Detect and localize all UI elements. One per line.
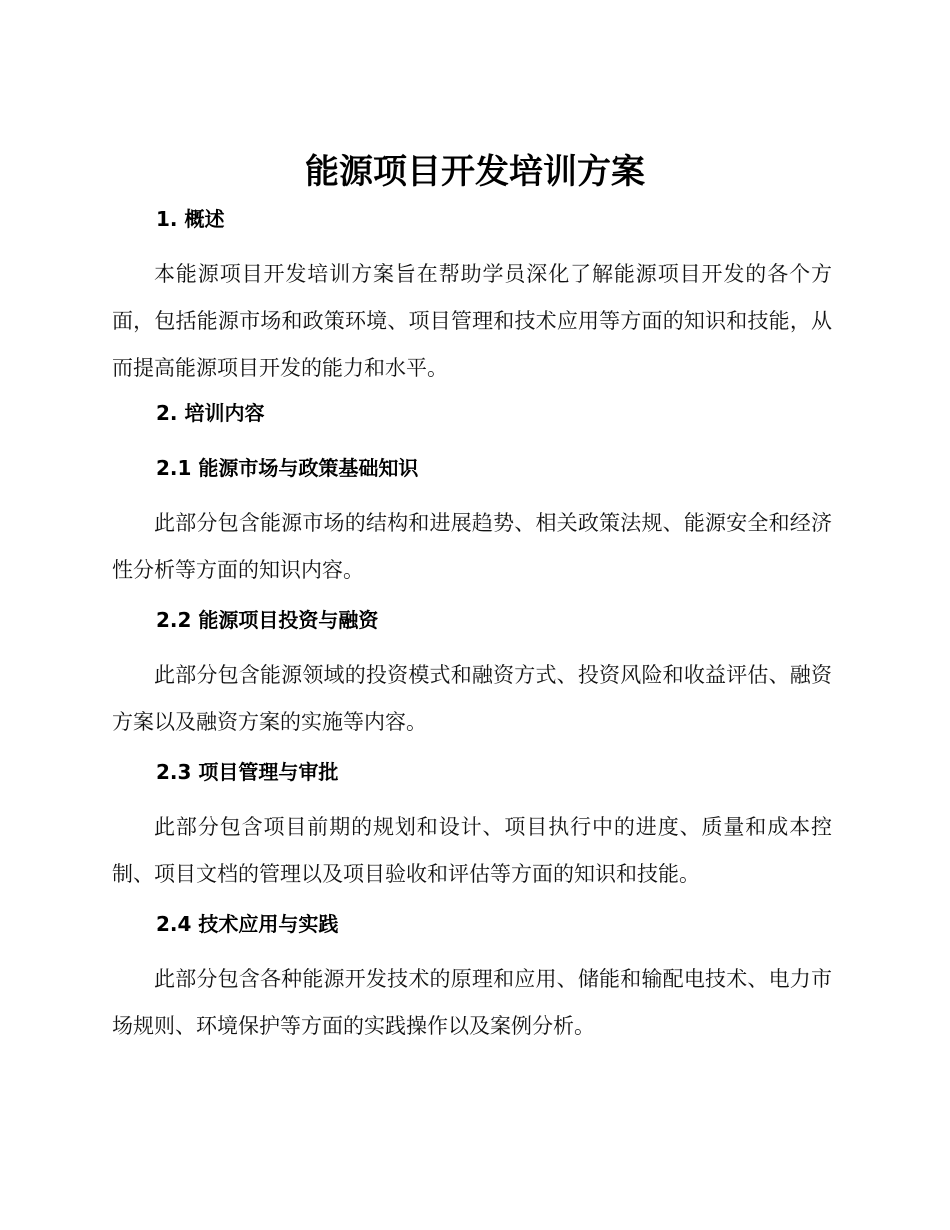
section-heading-overview: 1. 概述 (156, 207, 225, 231)
section-heading-2-3: 2.3 项目管理与审批 (156, 760, 339, 784)
section-heading-2-2: 2.2 能源项目投资与融资 (156, 608, 379, 632)
section-body-2-1: 此部分包含能源市场的结构和进展趋势、相关政策法规、能源安全和经济性分析等方面的知识内容。 (112, 511, 832, 582)
section-body-2-3: 此部分包含项目前期的规划和设计、项目执行中的进度、质量和成本控制、项目文档的管理以及项目验收和评估等方面的知识和技能。 (112, 815, 832, 886)
section-heading-training-content: 2. 培训内容 (156, 401, 265, 425)
document-title: 能源项目开发培训方案 (305, 152, 645, 192)
section-body-overview: 本能源项目开发培训方案旨在帮助学员深化了解能源项目开发的各个方面，包括能源市场和政策环境、项目管理和技术应用等方面的知识和技能，从而提高能源项目开发的能力和水平。 (112, 262, 832, 380)
section-heading-2-4: 2.4 技术应用与实践 (156, 912, 339, 936)
section-heading-2-1: 2.1 能源市场与政策基础知识 (156, 456, 419, 480)
section-body-2-2: 此部分包含能源领域的投资模式和融资方式、投资风险和收益评估、融资方案以及融资方案的实施等内容。 (112, 663, 832, 734)
section-body-2-4: 此部分包含各种能源开发技术的原理和应用、储能和输配电技术、电力市场规则、环境保护等方面的实践操作以及案例分析。 (112, 967, 832, 1038)
